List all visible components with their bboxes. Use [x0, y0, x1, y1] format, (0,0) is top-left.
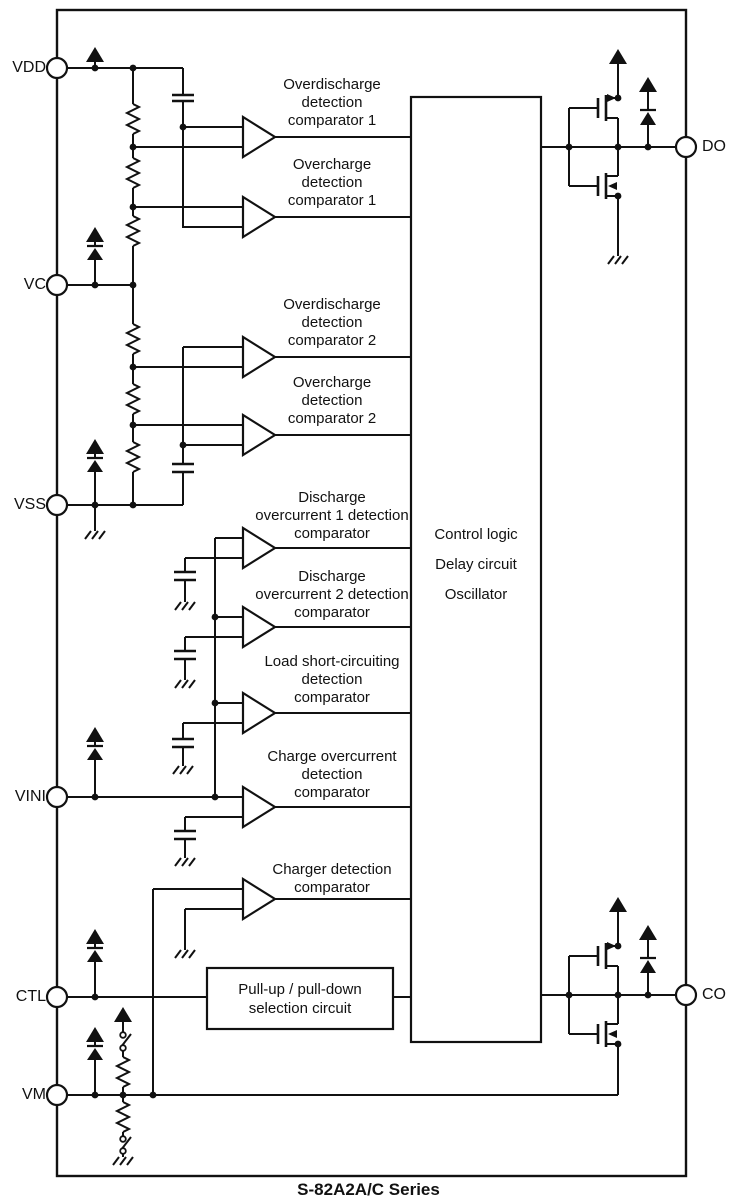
pin-label-vini: VINI — [14, 788, 46, 805]
pin-label-ctl: CTL — [15, 988, 46, 1005]
mosfet-arrows — [607, 94, 617, 1038]
comparator-label-load-short: Load short-circuiting detection comparator — [264, 653, 400, 706]
comparator-label-overcharge-1: Overcharge detection comparator 1 — [287, 156, 377, 209]
pin-label-do: DO — [702, 138, 726, 155]
delay-circuit-label: Delay circuit — [435, 556, 517, 573]
comparator-label-discharge-oc2: Discharge overcurrent 2 detection comparator — [255, 568, 409, 621]
pin-label-vc: VC — [23, 276, 46, 293]
comparator-label-charger-detect: Charger detection comparator — [272, 861, 392, 896]
comparator-label-overdischarge-2: Overdischarge detection comparator 2 — [283, 296, 381, 349]
control-block-labels — [411, 520, 541, 610]
comparator-label-overdischarge-1: Overdischarge detection comparator 1 — [283, 76, 381, 129]
diagram-title: S-82A2A/C Series — [297, 1180, 440, 1199]
comparator-label-overcharge-2: Overcharge detection comparator 2 — [287, 374, 377, 427]
resistors — [117, 104, 139, 1132]
comparator-label-discharge-oc1: Discharge overcurrent 1 detection comparator — [255, 489, 409, 542]
pin-label-vss: VSS — [13, 496, 46, 513]
pin-label-co: CO — [702, 986, 726, 1003]
comparator-label-charge-oc: Charge overcurrent detection comparator — [267, 748, 397, 801]
control-logic-label: Control logic — [434, 526, 518, 543]
pin-label-vdd: VDD — [12, 59, 46, 76]
pullup-block-label: Pull-up / pull-down selection circuit — [238, 980, 362, 1017]
oscillator-label: Oscillator — [444, 586, 508, 603]
mosfet-symbols — [598, 95, 606, 1047]
pin-label-vm: VM — [22, 1086, 46, 1103]
